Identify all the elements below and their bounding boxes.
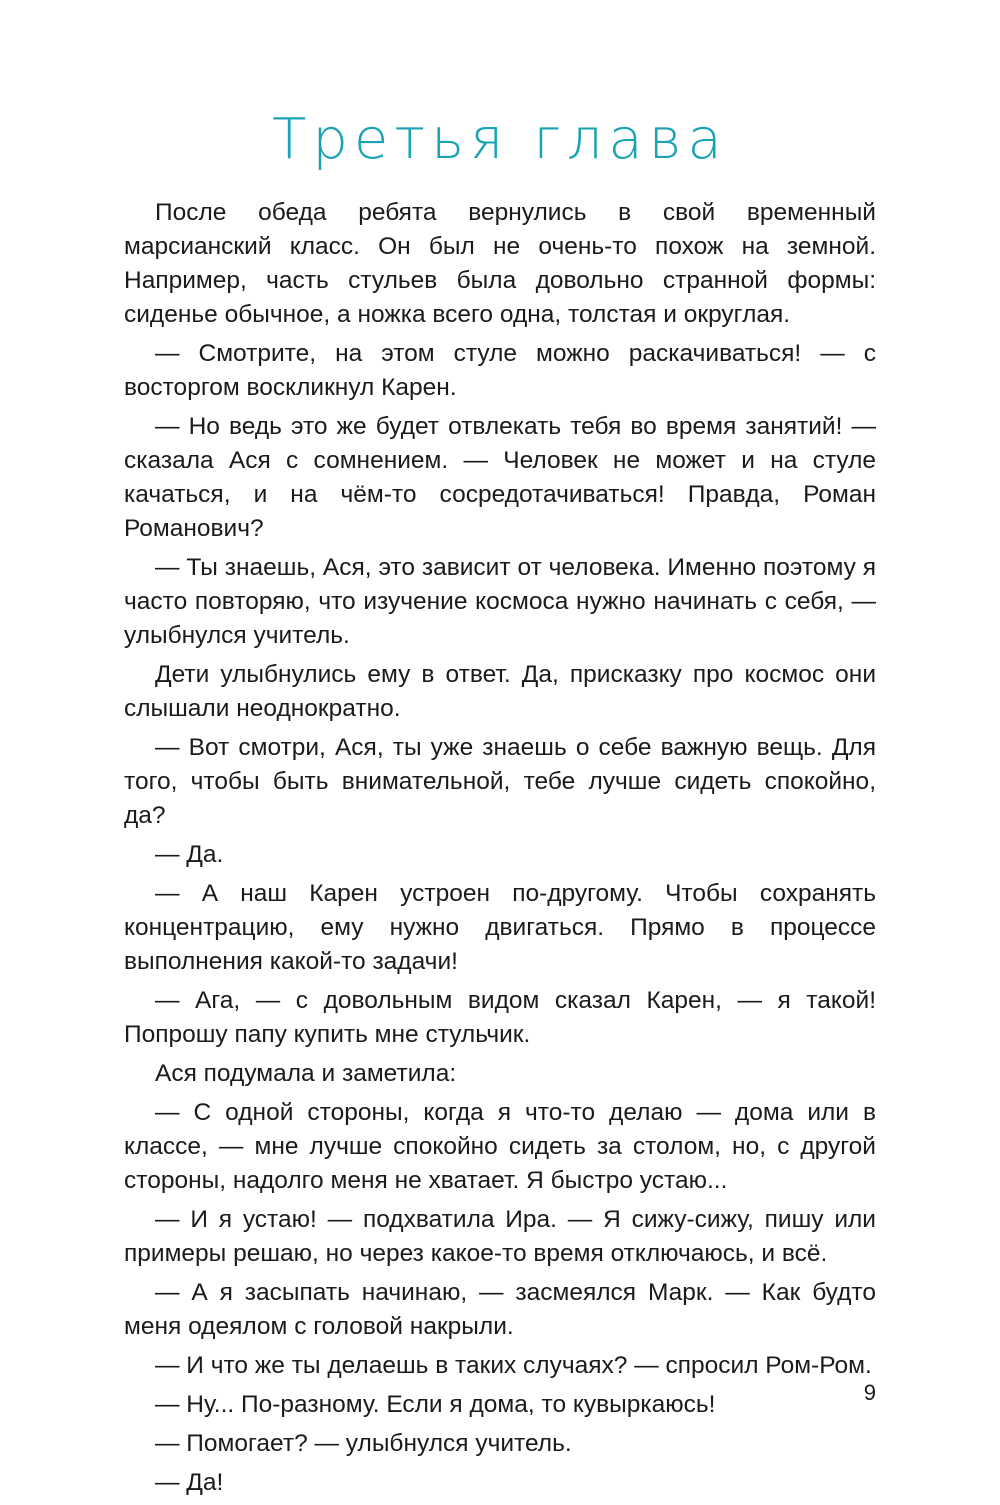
paragraph: — Да.	[155, 841, 224, 868]
chapter-body	[124, 196, 876, 1505]
paragraph: После обеда ребята вернулись в свой временный марсианский класс. Он был не очень-то похож на земной. Например, часть стульев была довольно странной формы: сиденье обычное, а ножка всего одна, толстая и округлая.	[124, 199, 876, 328]
paragraph: — А я засыпать начинаю, — засмеялся Марк. — Как будто меня одеялом с головой накрыли.	[124, 1279, 876, 1340]
paragraph: — Вот смотри, Ася, ты уже знаешь о себе важную вещь. Для того, чтобы быть внимательной, тебе лучше сидеть спокойно, да?	[124, 734, 876, 829]
paragraph: — Ну... По-разному. Если я дома, то кувыркаюсь!	[155, 1391, 716, 1418]
paragraph: — С одной стороны, когда я что-то делаю — дома или в классе, — мне лучше спокойно сидеть за столом, но, с другой стороны, надолго меня не хватает. Я быстро устаю...	[124, 1099, 876, 1194]
paragraph: — Смотрите, на этом стуле можно раскачиваться! — с восторгом воскликнул Карен.	[124, 340, 876, 401]
paragraph: — И я устаю! — подхватила Ира. — Я сижу-сижу, пишу или примеры решаю, но через какое-то время отключаюсь, и всё.	[124, 1206, 876, 1267]
paragraph: — Да!	[155, 1469, 224, 1496]
paragraph: — Помогает? — улыбнулся учитель.	[155, 1430, 572, 1457]
paragraph: Дети улыбнулись ему в ответ. Да, присказку про космос они слышали неоднократно.	[124, 661, 876, 722]
paragraph: — Ты знаешь, Ася, это зависит от человека. Именно поэтому я часто повторяю, что изучение космоса нужно начинать с себя, — улыбнулся учитель.	[124, 554, 876, 649]
paragraph: Ася подумала и заметила:	[155, 1060, 457, 1087]
paragraph: — Ага, — с довольным видом сказал Карен, — я такой! Попрошу папу купить мне стульчик.	[124, 987, 876, 1048]
page-number: 9	[863, 1380, 876, 1405]
paragraph: — А наш Карен устроен по-другому. Чтобы сохранять концентрацию, ему нужно двигаться. Прямо в процессе выполнения какой-то задачи!	[124, 880, 876, 975]
paragraph: — Но ведь это же будет отвлекать тебя во время занятий! — сказала Ася с сомнением. — Человек не может и на стуле качаться, и на чём-то сосредотачиваться! Правда, Роман Романович?	[124, 413, 876, 542]
paragraph: — И что же ты делаешь в таких случаях? — спросил Ром-Ром.	[155, 1352, 872, 1379]
chapter-title: Третья глава	[272, 107, 728, 172]
